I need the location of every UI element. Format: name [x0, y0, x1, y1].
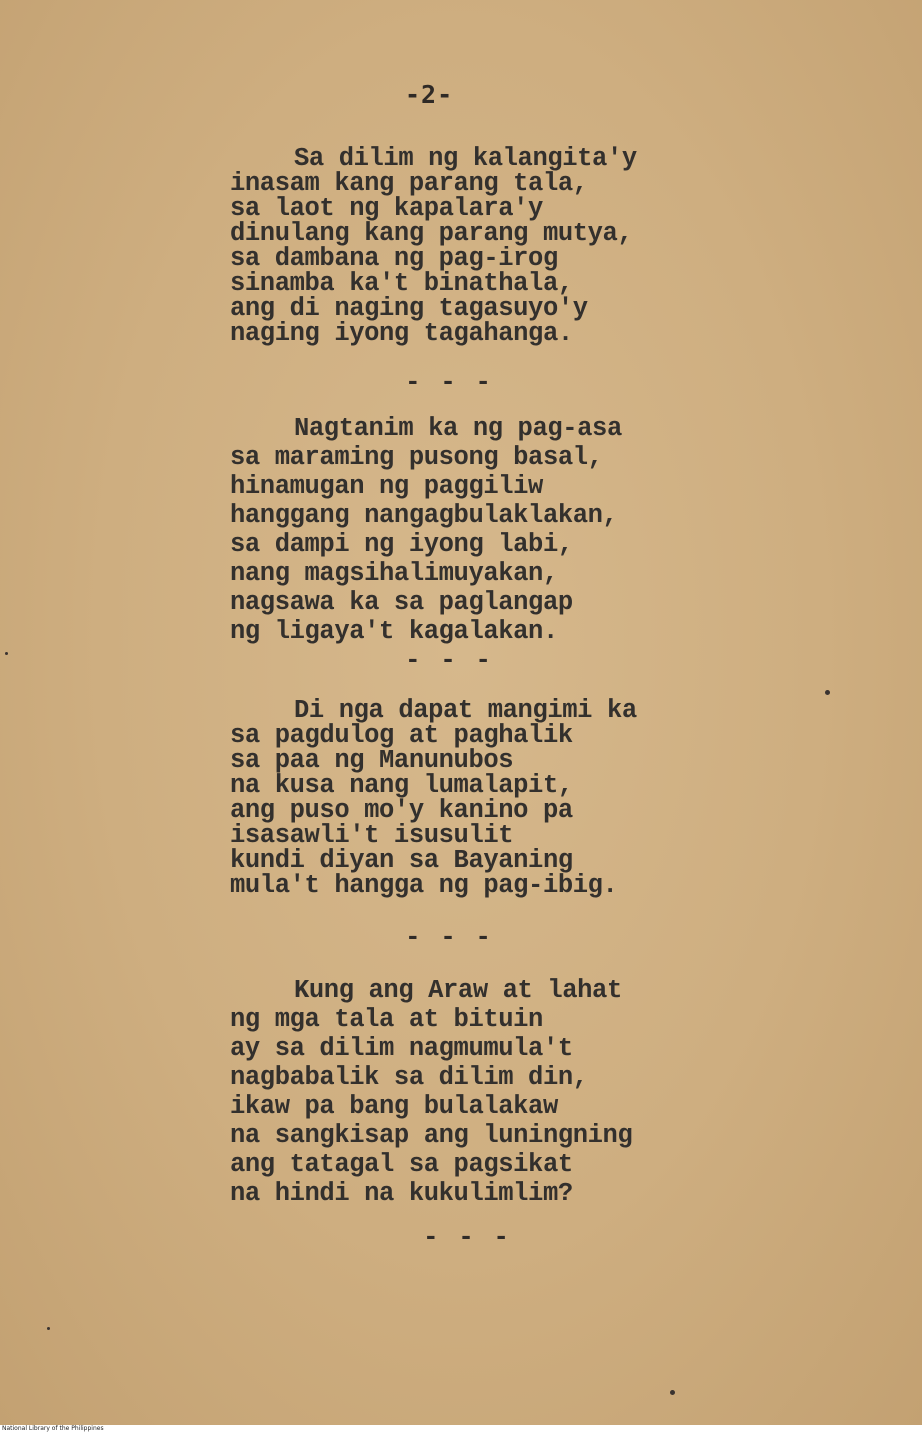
verse-line: na sangkisap ang luningning — [230, 1121, 633, 1150]
stanza-2 — [230, 414, 710, 646]
verse-line: sa dampi ng iyong labi, — [230, 530, 573, 559]
paper-speck — [670, 1390, 675, 1395]
verse-line: ng ligaya't kagalakan. — [230, 617, 558, 646]
verse-line: ang di naging tagasuyo'y — [230, 294, 588, 323]
verse-line: sa laot ng kapalara'y — [230, 194, 543, 223]
verse-line: ang puso mo'y kanino pa — [230, 796, 573, 825]
verse-line: nagbabalik sa dilim din, — [230, 1063, 588, 1092]
verse-line: nang magsihalimuyakan, — [230, 559, 558, 588]
verse-line: ay sa dilim nagmumula't — [230, 1034, 573, 1063]
verse-line: naging iyong tagahanga. — [230, 319, 573, 348]
stanza-3 — [230, 698, 710, 898]
verse-line: nagsawa ka sa paglangap — [230, 588, 573, 617]
verse-line: ng mga tala at bituin — [230, 1005, 543, 1034]
section-divider: - - - — [405, 645, 494, 675]
verse-line: Kung ang Araw at lahat — [294, 976, 622, 1005]
verse-line: hanggang nangagbulaklakan, — [230, 501, 618, 530]
verse-line: hinamugan ng paggiliw — [230, 472, 543, 501]
verse-line: ang tatagal sa pagsikat — [230, 1150, 573, 1179]
verse-line: Di nga dapat mangimi ka — [294, 696, 637, 725]
verse-line: na kusa nang lumalapit, — [230, 771, 573, 800]
verse-line: sa pagdulog at paghalik — [230, 721, 573, 750]
paper-speck — [825, 690, 830, 695]
verse-line: sa maraming pusong basal, — [230, 443, 603, 472]
library-credit: National Library of the Philippines — [2, 1425, 104, 1432]
stanza-1 — [230, 146, 710, 346]
verse-line: kundi diyan sa Bayaning — [230, 846, 573, 875]
paper-speck — [5, 652, 8, 655]
footer-strip — [0, 1425, 922, 1433]
verse-line: Nagtanim ka ng pag-asa — [294, 414, 622, 443]
verse-line: Sa dilim ng kalangita'y — [294, 144, 637, 173]
paper-speck — [47, 1327, 50, 1330]
section-divider: - - - — [405, 367, 494, 397]
section-divider: - - - — [423, 1222, 512, 1252]
verse-line: inasam kang parang tala, — [230, 169, 588, 198]
verse-line: sa dambana ng pag-irog — [230, 244, 558, 273]
stanza-4 — [230, 976, 710, 1208]
verse-line: mula't hangga ng pag-ibig. — [230, 871, 618, 900]
page-number: -2- — [405, 80, 454, 109]
verse-line: sa paa ng Manunubos — [230, 746, 514, 775]
section-divider: - - - — [405, 922, 494, 952]
verse-line: isasawli't isusulit — [230, 821, 514, 850]
verse-line: dinulang kang parang mutya, — [230, 219, 633, 248]
verse-line: sinamba ka't binathala, — [230, 269, 573, 298]
verse-line: ikaw pa bang bulalakaw — [230, 1092, 558, 1121]
verse-line: na hindi na kukulimlim? — [230, 1179, 573, 1208]
